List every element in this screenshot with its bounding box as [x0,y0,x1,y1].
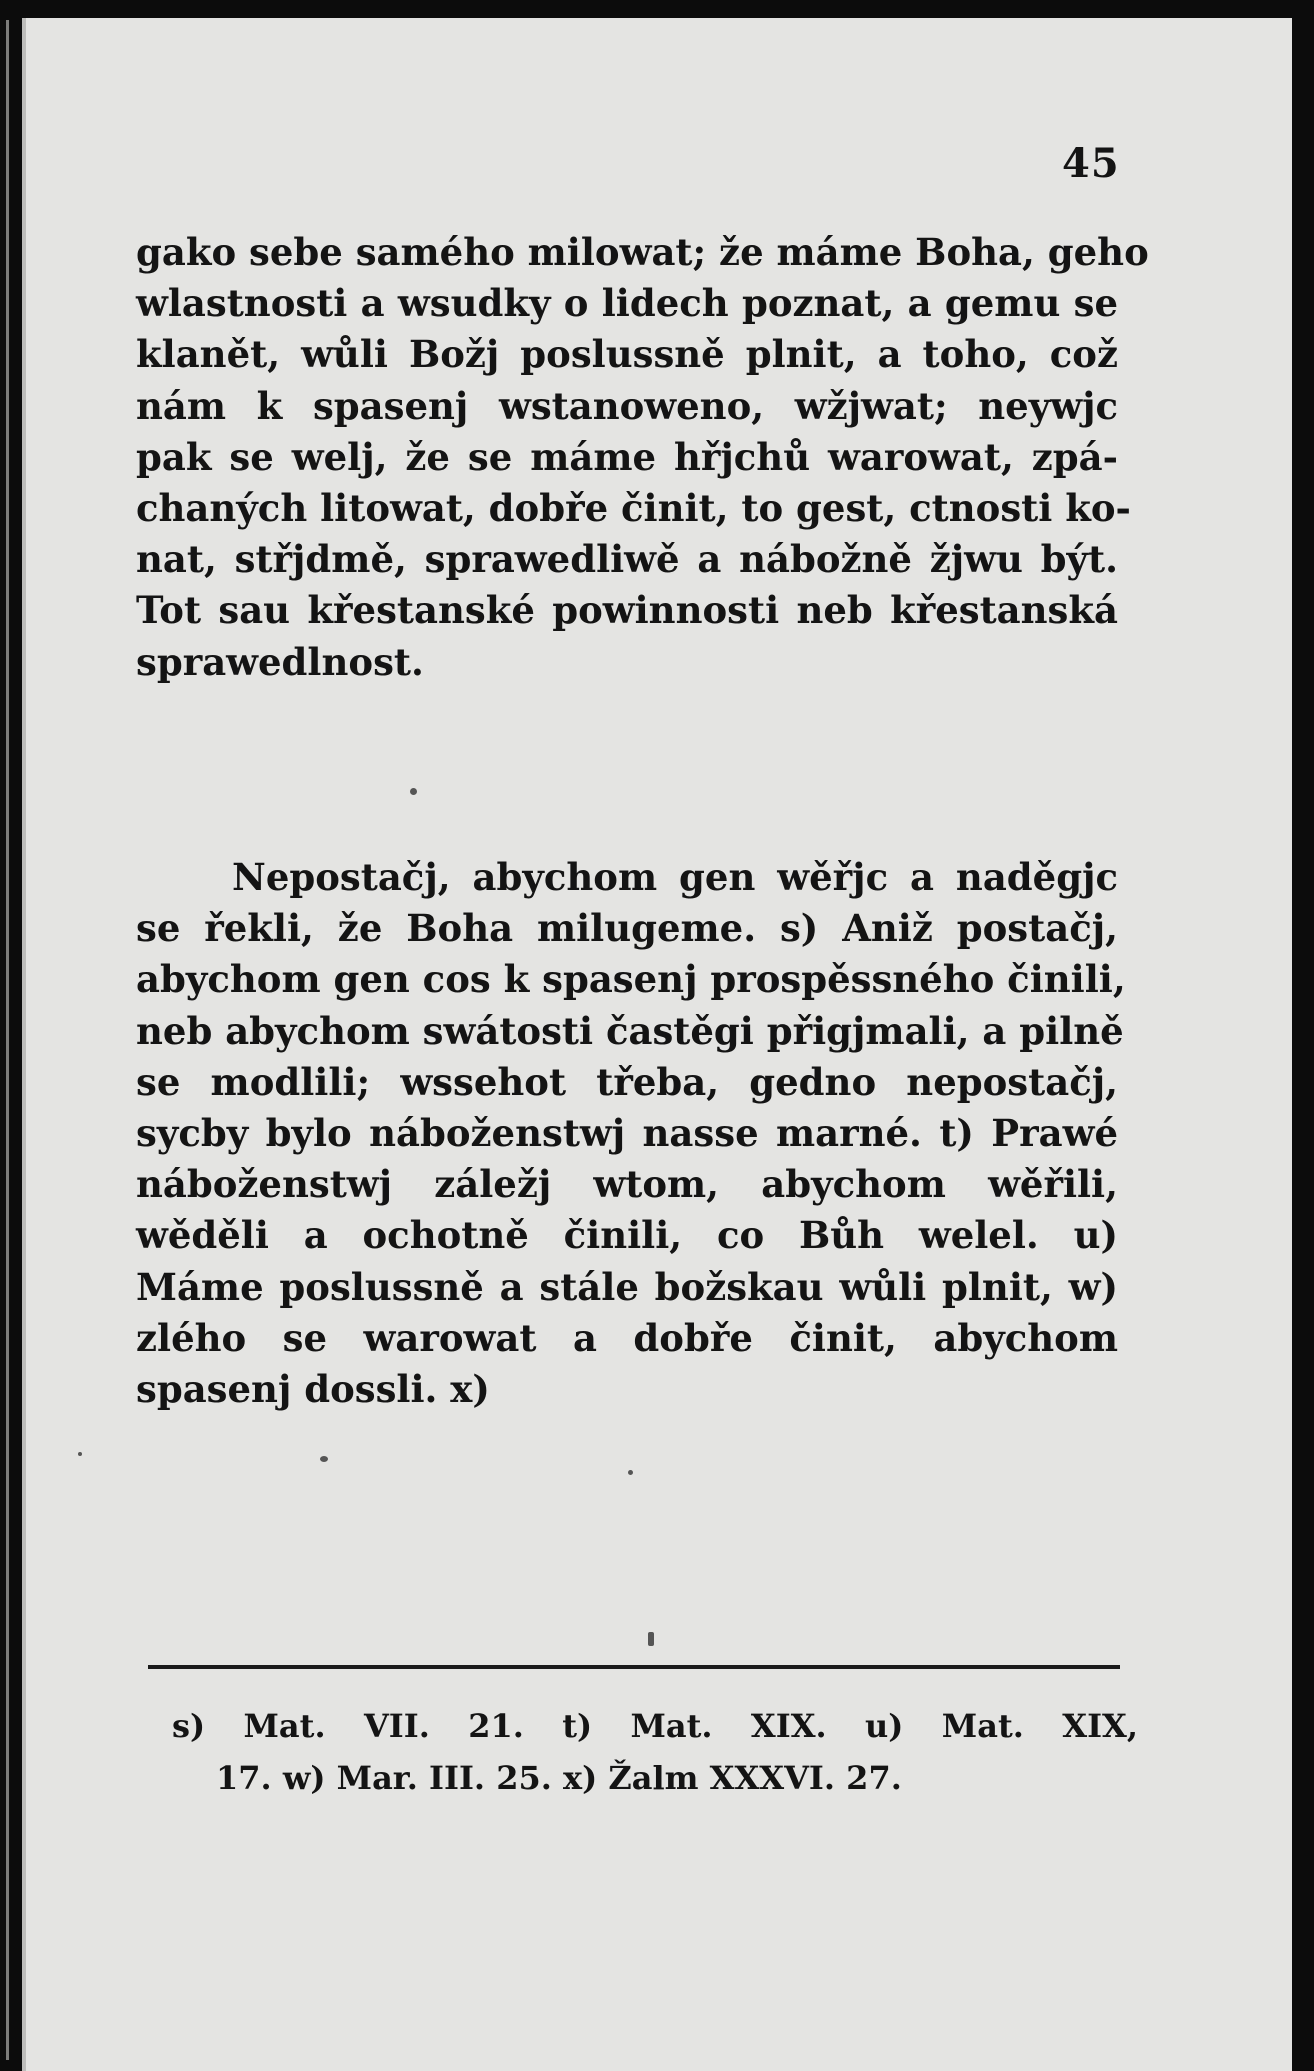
paragraph-1-line: pak se welj, že se máme hřjchů warowat, zpá- [136,434,1118,479]
paragraph-2-line: wěděli a ochotně činili, co Bůh welel. u) [136,1213,1118,1258]
paragraph-2-line: Nepostačj, abychom gen wěřjc a naděgjc [232,855,1118,899]
paragraph-1-line: nat, střjdmě, sprawedliwě a nábožně žjwu být. [136,537,1118,582]
scan-speck [410,788,417,795]
paragraph-2 [136,852,1126,1415]
paragraph-2-line: spasenj dossli. x) [136,1367,490,1412]
scan-speck [320,1456,328,1462]
paragraph-2-line: neb abychom swátosti častěgi přigjmali, a pilně [136,1008,1124,1053]
footnote-line: s) Mat. VII. 21. t) Mat. XIX. u) Mat. XIX, [172,1707,1138,1745]
paragraph-1 [136,227,1149,688]
paragraph-2-line: náboženstwj záležj wtom, abychom wěřili, [136,1162,1118,1207]
paragraph-1-line: wlastnosti a wsudky o lidech poznat, a gemu se [136,281,1118,326]
paragraph-2-line: abychom gen cos k spasenj prospěssného činili, [136,957,1126,1002]
scan-speck [628,1470,633,1475]
paragraph-2-line: se modlili; wssehot třeba, gedno nepostačj, [136,1059,1118,1104]
paragraph-1-line: Tot sau křestanské powinnosti neb křestanská [136,588,1118,633]
paragraph-2-line: se řekli, že Boha milugeme. s) Aniž postačj, [136,906,1118,951]
footnote-divider [148,1665,1120,1669]
scan-speck [648,1632,654,1646]
paragraph-2-line: sycby bylo náboženstwj nasse marné. t) Prawé [136,1111,1118,1156]
scan-left-margin [0,0,22,2071]
paragraph-2-line: Máme poslussně a stále božskau wůli plnit, w) [136,1264,1118,1309]
page-number: 45 [1062,140,1120,187]
paragraph-1-line: sprawedlnost. [136,639,424,684]
paragraph-1-line: gako sebe samého milowat; že máme Boha, geho [136,230,1149,274]
scan-speck [78,1452,82,1456]
footnote-line: 17. w) Mar. III. 25. x) Žalm XXXVI. 27. [216,1759,902,1797]
footnotes [172,1700,1138,1804]
scan-edge-line [6,20,9,2060]
paragraph-1-line: klanět, wůli Božj poslussně plnit, a toho, což [136,332,1118,377]
paragraph-2-line: zlého se warowat a dobře činit, abychom [136,1315,1118,1360]
paragraph-1-line: chaných litowat, dobře činit, to gest, ctnosti ko- [136,486,1131,531]
paragraph-1-line: nám k spasenj wstanoweno, wžjwat; neywjc [136,383,1118,428]
